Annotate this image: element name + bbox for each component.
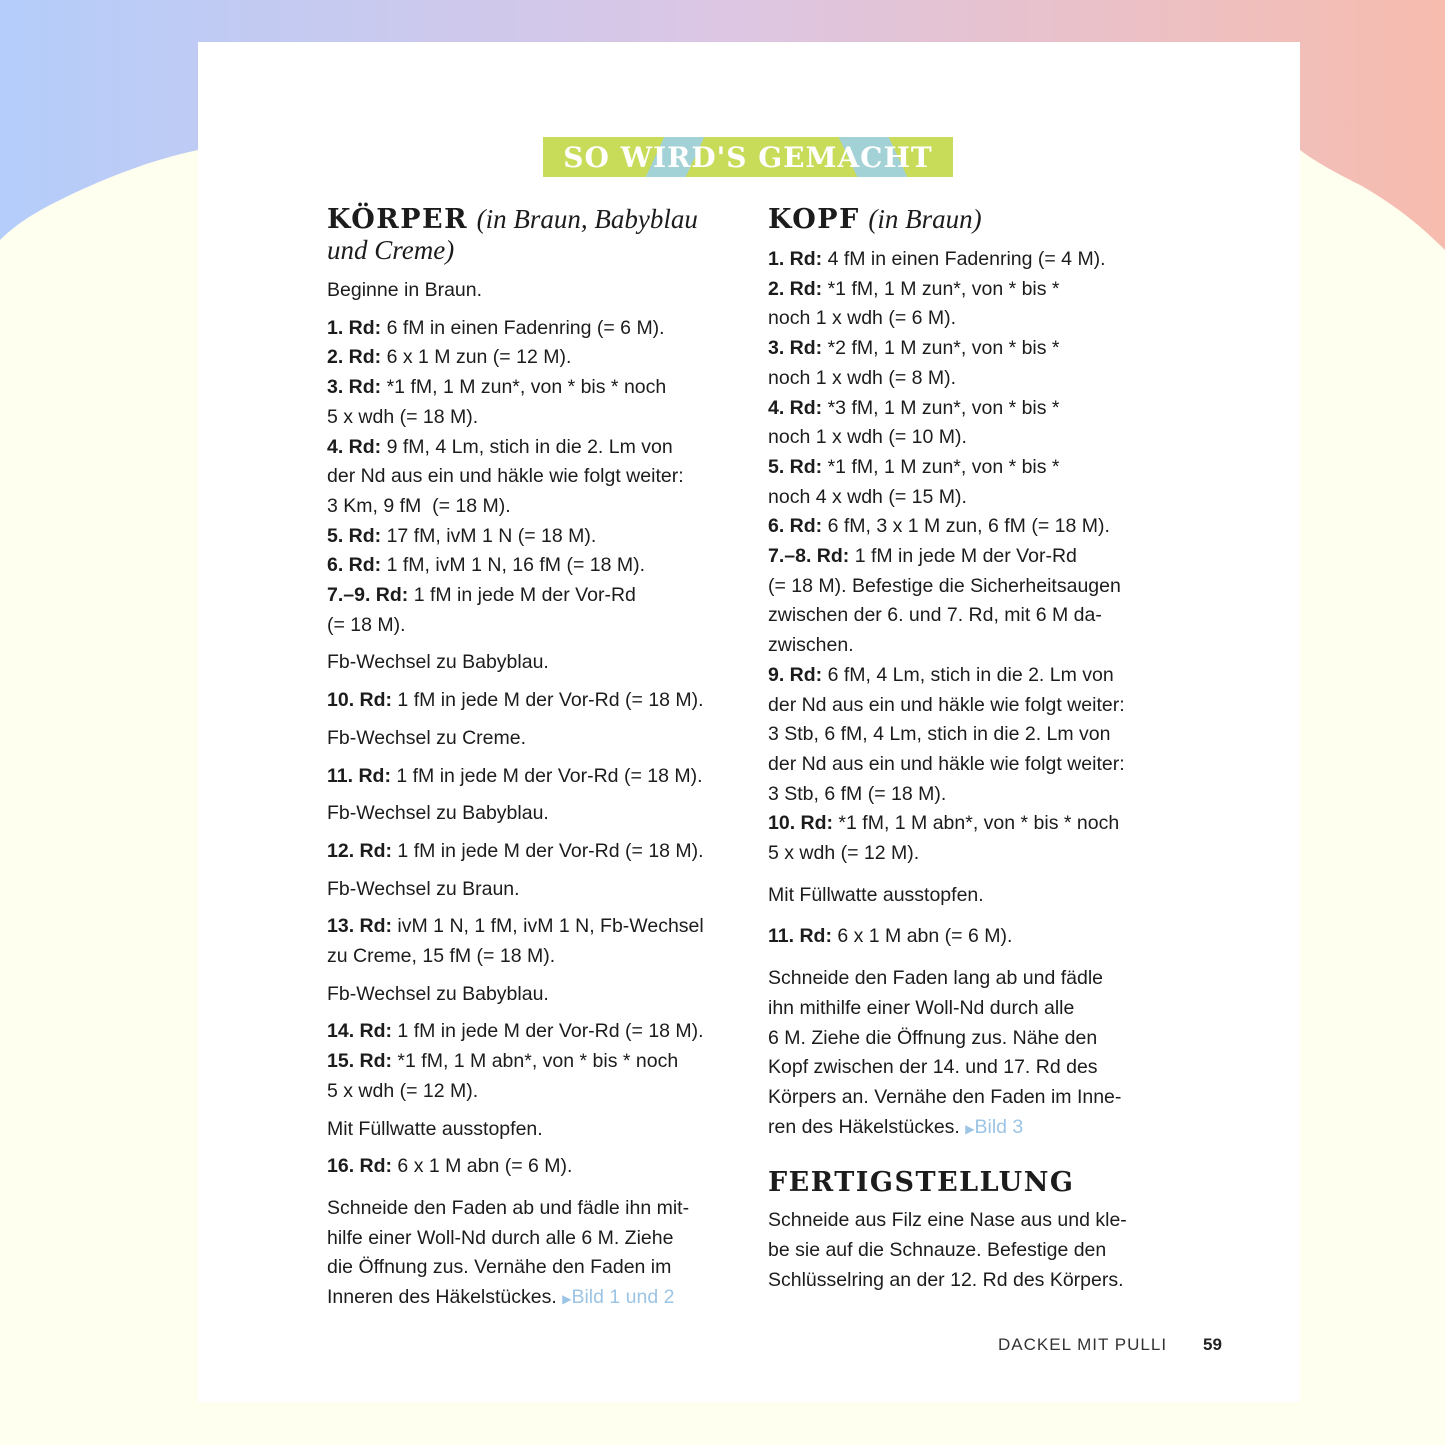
instruction-text: 9 fM, 4 Lm, stich in die 2. Lm von [381,435,673,458]
round-label: 10. Rd: [768,812,834,835]
instruction-text: noch 4 x wdh (= 15 M). [768,485,967,508]
round-label: 15. Rd: [327,1050,393,1073]
instruction-text: hilfe einer Woll-Nd durch alle 6 M. Ziehe [327,1226,674,1249]
instruction-text: Schneide den Faden ab und fädle ihn mit- [327,1196,690,1219]
instruction-line [327,611,747,641]
kopf-heading [768,204,1188,235]
instruction-text: 17 fM, ivM 1 N (= 18 M). [381,524,597,547]
instruction-text: 5 x wdh (= 12 M). [327,1079,479,1102]
fertig-heading [768,1168,1188,1198]
instruction-line [768,364,1188,394]
instruction-text: 1 fM in jede M der Vor-Rd [849,545,1077,568]
instruction-line [768,720,1188,750]
instruction-text: Mit Füllwatte ausstopfen. [327,1117,543,1140]
instruction-line [768,881,1188,911]
instruction-text: *1 fM, 1 M abn*, von * bis * noch [392,1050,679,1073]
instruction-text: (= 18 M). Befestige die Sicherheitsaugen [768,574,1121,597]
round-label: 1. Rd: [768,248,823,270]
instruction-line [768,601,1188,631]
instruction-text: der Nd aus ein und häkle wie folgt weiter: [768,693,1125,716]
instruction-line [768,661,1188,691]
round-label: 14. Rd: [327,1020,393,1043]
instruction-text: 6 fM, 4 Lm, stich in die 2. Lm von [822,663,1114,686]
instruction-line [327,837,747,867]
instruction-line [768,394,1188,424]
instruction-text: *1 fM, 1 M zun*, von * bis * [822,277,1060,300]
instruction-text: Fb-Wechsel zu Babyblau. [327,651,549,674]
instruction-line [768,922,1188,952]
round-label: 7.–9. Rd: [327,584,409,607]
instruction-text: be sie auf die Schnauze. Befestige den [768,1239,1107,1262]
instruction-line [327,462,747,492]
koerper-instructions [327,314,747,1315]
instruction-line [327,403,747,433]
instruction-line [327,373,747,403]
book-page [198,42,1300,1402]
instruction-text: Fb-Wechsel zu Babyblau. [327,982,549,1005]
round-label: 3. Rd: [768,337,823,360]
round-label: 3. Rd: [327,376,382,399]
instruction-line [327,942,747,972]
round-label: 4. Rd: [768,396,823,419]
instruction-line [768,631,1188,661]
instruction-text: 3 Km, 9 fM (= 18 M). [327,494,511,517]
instruction-text: Schlüsselring an der 12. Rd des Körpers. [768,1268,1124,1291]
instruction-line [327,1283,747,1315]
fertig-instructions [768,1206,1188,1295]
instruction-line [327,1152,747,1182]
instruction-line [768,839,1188,869]
instruction-line [768,304,1188,334]
instruction-line [327,912,747,942]
instruction-line [768,1024,1188,1054]
instruction-line [768,453,1188,483]
instruction-text: *1 fM, 1 M abn*, von * bis * noch [833,812,1120,835]
instruction-line [768,542,1188,572]
instruction-text: Kopf zwischen der 14. und 17. Rd des [768,1056,1098,1079]
instruction-text: 1 fM, ivM 1 N, 16 fM (= 18 M). [381,554,646,577]
instruction-line [327,648,747,678]
round-label: 4. Rd: [327,435,382,458]
instruction-line [768,750,1188,780]
round-label: 11. Rd: [327,764,391,787]
round-label: 13. Rd: [327,915,393,938]
instruction-text: zu Creme, 15 fM (= 18 M). [327,945,556,968]
instruction-line [327,1047,747,1077]
koerper-heading [327,204,747,266]
instruction-line [768,1266,1188,1296]
instruction-line [327,1115,747,1145]
play-arrow-icon: ▶ [562,1292,572,1307]
round-label: 12. Rd: [327,839,393,862]
instruction-line [768,245,1188,275]
instruction-text: 5 x wdh (= 18 M). [327,405,479,428]
instruction-text: noch 1 x wdh (= 8 M). [768,366,957,389]
instruction-line [327,1253,747,1283]
instruction-line [768,1083,1188,1113]
koerper-subtitle-2: und Creme) [327,235,455,265]
instruction-text: Inneren des Häkelstückes. [327,1286,563,1309]
instruction-line [327,492,747,522]
round-label: 5. Rd: [768,455,823,478]
instruction-text: der Nd aus ein und häkle wie folgt weiter: [327,465,684,488]
round-label: 2. Rd: [327,346,382,369]
instruction-line [327,551,747,581]
koerper-subtitle-1: (in Braun, Babyblau [476,204,698,234]
instruction-line [768,334,1188,364]
instruction-text: Schneide den Faden lang ab und fädle [768,967,1104,990]
instruction-text: *1 fM, 1 M zun*, von * bis * noch [381,376,667,399]
instruction-line [768,1206,1188,1236]
instruction-text: 6 M. Ziehe die Öffnung zus. Nähe den [768,1026,1098,1049]
instruction-line [768,964,1188,994]
instruction-line [327,875,747,905]
round-label: 2. Rd: [768,277,823,300]
instruction-text: 6 fM, 3 x 1 M zun, 6 fM (= 18 M). [822,515,1110,538]
round-label: 10. Rd: [327,689,393,712]
instruction-text: 1 fM in jede M der Vor-Rd (= 18 M). [390,764,703,787]
play-arrow-icon: ▶ [965,1121,975,1136]
koerper-title: KÖRPER [327,204,469,235]
instruction-line [327,1017,747,1047]
instruction-text: 6 x 1 M abn (= 6 M). [831,925,1013,948]
instruction-line [327,799,747,829]
instruction-text: 5 x wdh (= 12 M). [768,842,920,865]
instruction-text: 6 fM in einen Fadenring (= 6 M). [381,316,665,339]
instruction-text: *1 fM, 1 M zun*, von * bis * [822,455,1060,478]
instruction-line [327,762,747,792]
instruction-line [327,1194,747,1224]
instruction-text: 3 Stb, 6 fM (= 18 M). [768,782,947,805]
instruction-line [327,314,747,344]
instruction-text: ren des Häkelstückes. [768,1115,966,1138]
kopf-instructions [768,245,1188,1144]
instruction-line [768,809,1188,839]
round-label: 1. Rd: [327,316,382,339]
instruction-text: 1 fM in jede M der Vor-Rd (= 18 M). [392,689,704,712]
instruction-text: 3 Stb, 6 fM, 4 Lm, stich in die 2. Lm von [768,723,1111,746]
instruction-line [327,724,747,754]
footer-title: DACKEL MIT PULLI [998,1335,1168,1354]
instruction-text: 6 x 1 M abn (= 6 M). [392,1155,573,1178]
kopf-subtitle: (in Braun) [868,204,982,234]
instruction-text: Fb-Wechsel zu Creme. [327,726,527,749]
fertig-title: FERTIGSTELLUNG [768,1167,1075,1199]
instruction-line [768,1113,1188,1145]
instruction-text: ihn mithilfe einer Woll-Nd durch alle [768,996,1075,1019]
instruction-text: 6 x 1 M zun (= 12 M). [381,346,572,369]
instruction-line [768,483,1188,513]
instruction-text: Fb-Wechsel zu Babyblau. [327,802,549,825]
image-reference-link[interactable]: Bild 1 und 2 [571,1286,675,1309]
instruction-line [327,686,747,716]
kopf-column [768,204,1188,1296]
instruction-text: die Öffnung zus. Vernähe den Faden im [327,1256,672,1279]
instruction-text: noch 1 x wdh (= 10 M). [768,426,967,449]
instruction-text: 1 fM in jede M der Vor-Rd [408,584,636,607]
instruction-text: Schneide aus Filz eine Nase aus und kle- [768,1209,1127,1232]
round-label: 6. Rd: [768,515,823,538]
instruction-text: Mit Füllwatte ausstopfen. [768,883,984,906]
instruction-line [327,522,747,552]
instruction-line [327,1224,747,1254]
instruction-text: zwischen der 6. und 7. Rd, mit 6 M da- [768,604,1102,627]
round-label: 11. Rd: [768,925,832,948]
instruction-text: der Nd aus ein und häkle wie folgt weiter: [768,752,1125,775]
instruction-line [327,980,747,1010]
instruction-text: ivM 1 N, 1 fM, ivM 1 N, Fb-Wechsel [392,915,704,938]
instruction-line [768,691,1188,721]
instruction-line [768,572,1188,602]
instruction-line [768,512,1188,542]
instruction-text: 1 fM in jede M der Vor-Rd (= 18 M). [392,1020,704,1043]
instruction-line [768,1053,1188,1083]
instruction-line [768,275,1188,305]
instruction-text: *3 fM, 1 M zun*, von * bis * [822,396,1060,419]
instruction-text: *2 fM, 1 M zun*, von * bis * [822,337,1060,360]
instruction-line [768,994,1188,1024]
instruction-line [768,1236,1188,1266]
section-banner [543,137,953,177]
round-label: 7.–8. Rd: [768,545,850,568]
instruction-text: Körpers an. Vernähe den Faden im Inne- [768,1085,1122,1108]
page-number: 59 [1203,1335,1222,1354]
instruction-text: Fb-Wechsel zu Braun. [327,877,520,900]
round-label: 16. Rd: [327,1155,393,1178]
instruction-text: 4 fM in einen Fadenring (= 4 M). [822,248,1106,270]
instruction-line [327,1077,747,1107]
instruction-text: zwischen. [768,634,854,657]
instruction-line [327,433,747,463]
instruction-text: (= 18 M). [327,613,406,636]
koerper-column [327,204,747,1315]
koerper-intro: Beginne in Braun. [327,279,483,301]
instruction-text: 1 fM in jede M der Vor-Rd (= 18 M). [392,839,704,862]
image-reference-link[interactable]: Bild 3 [974,1115,1024,1138]
instruction-line [768,423,1188,453]
instruction-text: noch 1 x wdh (= 6 M). [768,307,957,330]
instruction-line [768,780,1188,810]
kopf-title: KOPF [768,204,860,235]
round-label: 5. Rd: [327,524,382,547]
round-label: 6. Rd: [327,554,382,577]
instruction-line [327,581,747,611]
instruction-line [327,343,747,373]
banner-title: SO WIRD'S GEMACHT [563,141,933,174]
round-label: 9. Rd: [768,663,823,686]
